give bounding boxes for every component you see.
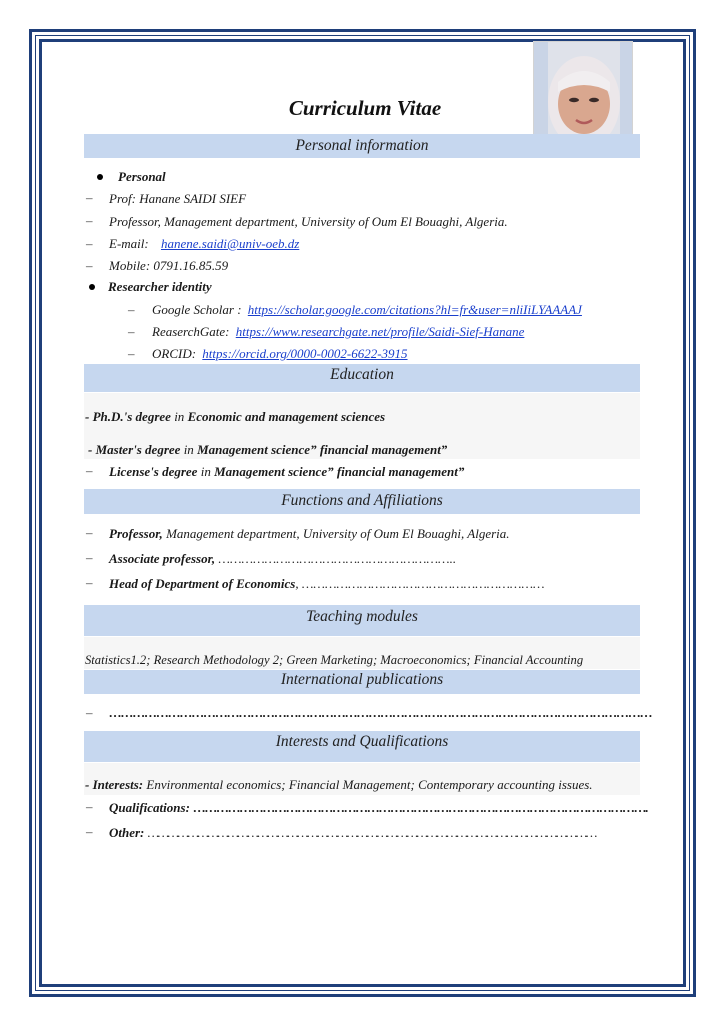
dash-icon: –	[128, 324, 135, 339]
section-functions-header: Functions and Affiliations	[84, 489, 640, 514]
orcid-link[interactable]: https://orcid.org/0000-0002-6622-3915	[202, 346, 408, 361]
dash-icon: –	[86, 525, 93, 540]
email-link[interactable]: hanene.saidi@univ-oeb.dz	[160, 236, 300, 251]
dash-icon: –	[86, 824, 93, 839]
document-title: Curriculum Vitae	[288, 96, 442, 120]
phd-field: Economic and management sciences	[187, 409, 386, 424]
researchgate-label: ReaserchGate:	[152, 324, 230, 339]
section-publications-header: International publications	[84, 670, 640, 694]
portrait-image	[534, 42, 633, 136]
section-education-header: Education	[84, 364, 640, 392]
researchgate-link[interactable]: https://www.researchgate.net/profile/Saidi-Sief-Hanane	[235, 324, 525, 339]
license-degree: License's degree	[109, 464, 198, 479]
dash-icon: –	[86, 550, 93, 565]
google-scholar-link[interactable]: https://scholar.google.com/citations?hl=fr&user=nliIiLYAAAAJ	[247, 302, 582, 317]
function-associate	[109, 551, 456, 567]
qualifications-label: Qualifications:	[109, 800, 190, 815]
personal-position: Professor, Management department, University of Oum El Bouaghi, Algeria.	[109, 214, 508, 229]
master-in: in	[183, 442, 194, 457]
google-scholar-row	[152, 302, 582, 318]
dash-icon: –	[86, 213, 93, 228]
function-professor	[109, 526, 510, 542]
education-license	[109, 464, 464, 480]
education-master	[88, 442, 447, 458]
dash-icon: –	[86, 236, 93, 251]
function-associate-detail: ……………………………………………………..	[218, 551, 457, 566]
function-professor-detail: Management department, University of Oum El Bouaghi, Algeria.	[166, 526, 510, 541]
email-label: E-mail:	[109, 236, 149, 251]
qualifications-text: ……………………………………………………………………………………………………….	[193, 800, 648, 815]
master-field: Management science” financial management”	[197, 442, 448, 457]
orcid-row	[152, 346, 408, 362]
teaching-modules: Statistics1.2; Research Methodology 2; Green Marketing; Macroeconomics; Financial Accounting	[85, 653, 584, 667]
section-interests-header: Interests and Qualifications	[84, 731, 640, 762]
personal-name: Prof: Hanane SAIDI SIEF	[109, 191, 247, 206]
personal-heading: Personal	[118, 169, 166, 184]
other-row	[109, 825, 596, 841]
interests-row	[85, 777, 593, 793]
email-row	[109, 236, 299, 252]
researcher-heading: Researcher identity	[108, 279, 212, 294]
google-scholar-label: Google Scholar :	[152, 302, 242, 317]
function-head-title: Head of Department of Economics	[109, 576, 296, 591]
function-head	[109, 576, 545, 592]
license-field: Management science” financial management”	[214, 464, 465, 479]
researchgate-row	[152, 324, 524, 340]
dash-icon: –	[86, 575, 93, 590]
function-associate-title: Associate professor,	[109, 551, 216, 566]
education-phd	[85, 409, 385, 425]
personal-mobile: Mobile: 0791.16.85.59	[109, 258, 229, 273]
dash-icon: –	[86, 799, 93, 814]
dash-icon: –	[86, 463, 93, 478]
qualifications-row	[109, 800, 647, 816]
profile-photo	[533, 41, 633, 136]
dash-icon: –	[128, 302, 135, 317]
section-personal-header: Personal information	[84, 134, 640, 158]
dash-icon: –	[128, 346, 135, 361]
phd-in: in	[174, 409, 185, 424]
function-head-detail: , ………………………………………………………	[295, 576, 545, 591]
license-in: in	[200, 464, 211, 479]
section-teaching-header: Teaching modules	[84, 605, 640, 636]
other-label: Other:	[109, 825, 145, 840]
interests-label: - Interests:	[85, 777, 144, 792]
dash-icon: –	[86, 190, 93, 205]
dash-icon: –	[86, 705, 93, 720]
master-degree: - Master's degree	[88, 442, 181, 457]
dash-icon: –	[86, 258, 93, 273]
bullet-icon	[89, 284, 95, 290]
publications-placeholder: …………………………………………………………………………………………………………………………	[109, 705, 652, 720]
other-text: ………………………………………………………………………………………………………………………	[147, 825, 596, 840]
function-professor-title: Professor,	[109, 526, 163, 541]
orcid-label: ORCID:	[152, 346, 197, 361]
phd-degree: - Ph.D.'s degree	[85, 409, 171, 424]
interests-text: Environmental economics; Financial Management; Contemporary accounting issues.	[146, 777, 593, 792]
bullet-icon	[97, 174, 103, 180]
